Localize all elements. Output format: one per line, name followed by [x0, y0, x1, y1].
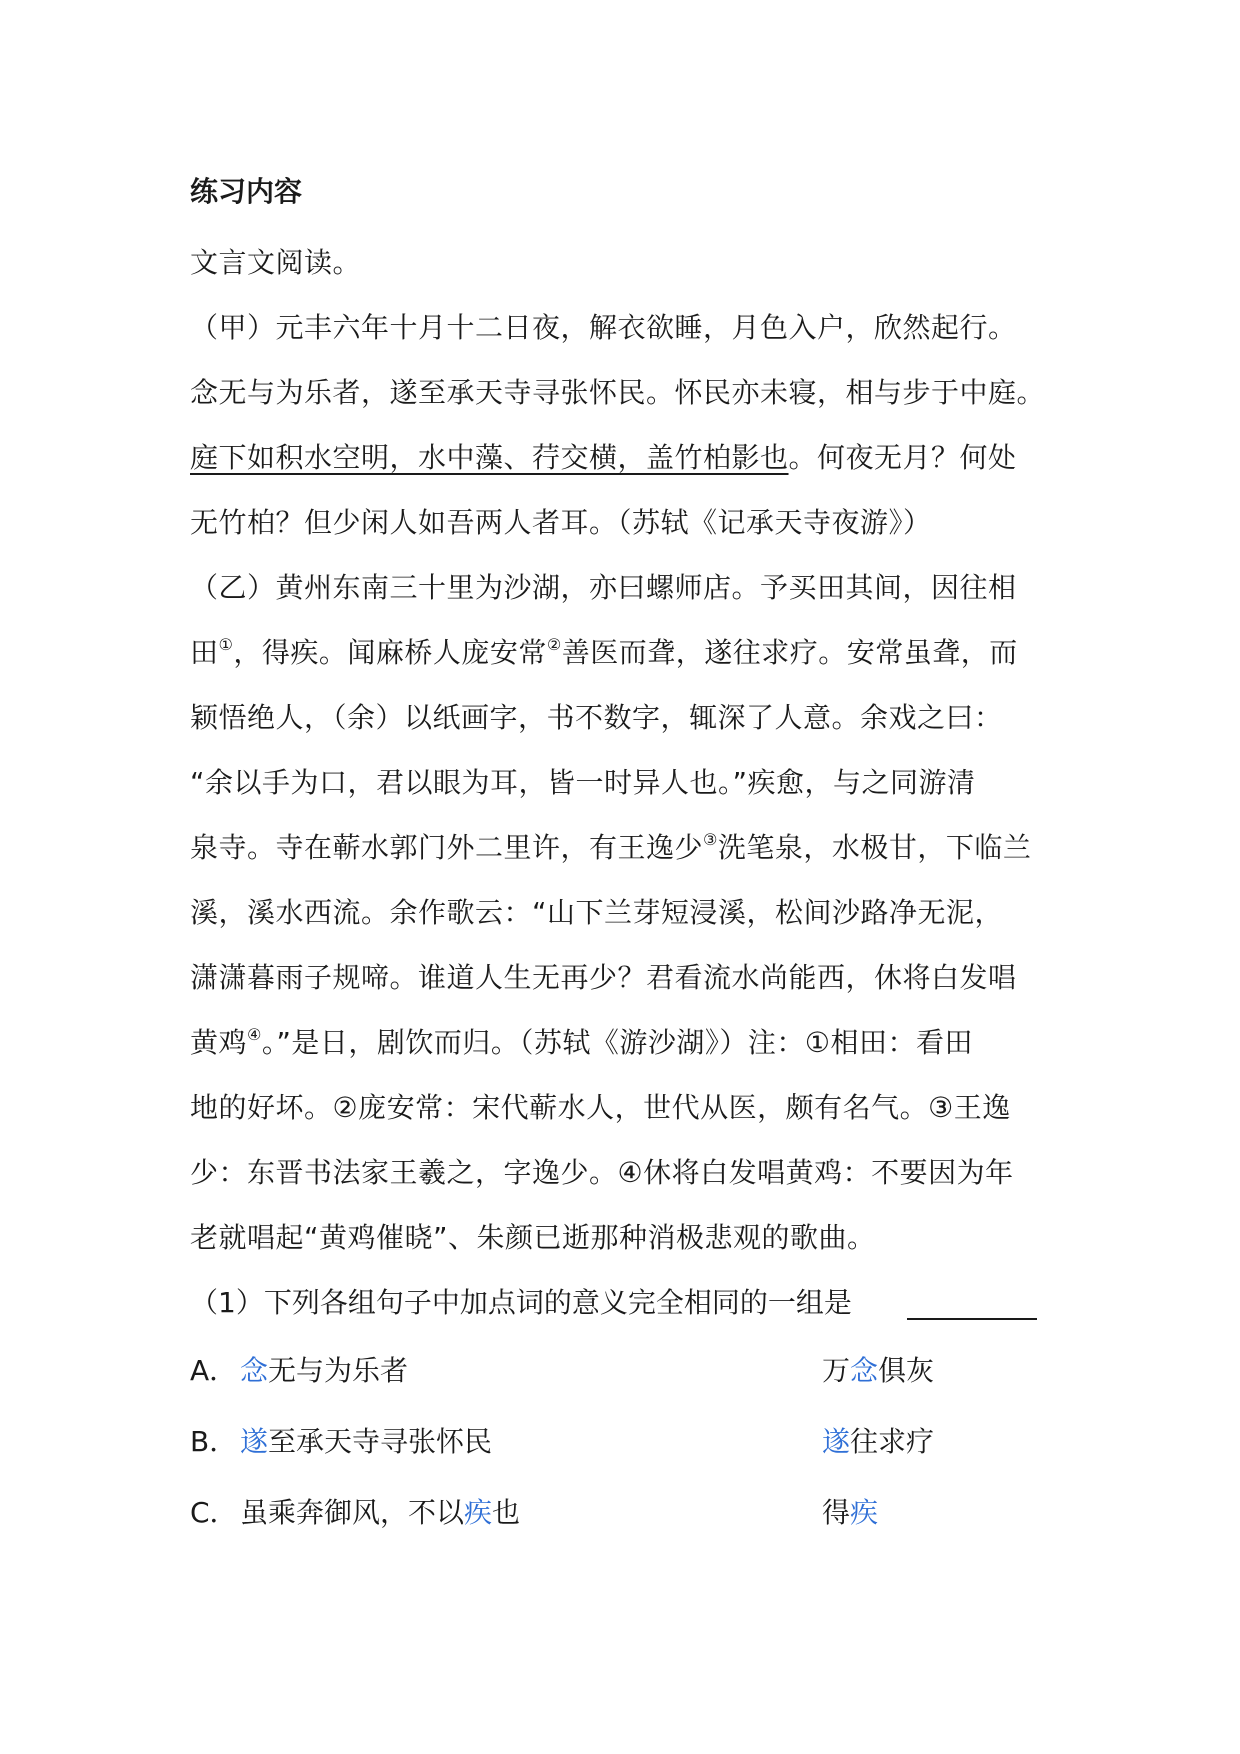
- passage-text: ，得疾。闻麻桥人庞安常: [233, 636, 547, 669]
- passage-line: （乙）黄州东南三十里为沙湖，亦曰螺师店。予买田其间，因往相: [190, 571, 1017, 604]
- document-page: [190, 170, 1070, 1548]
- passage-line: [190, 425, 1070, 490]
- passage-line: 颖悟绝人，（余）以纸画字，书不数字，辄深了人意。余戏之曰：: [190, 701, 1003, 734]
- passage-line: 无竹柏？但少闲人如吾两人者耳。（苏轼《记承天寺夜游》）: [190, 506, 932, 539]
- passage-line: “余以手为口，君以眼为耳，皆一时异人也。”疾愈，与之同游清: [190, 766, 976, 799]
- passage-yi: [190, 555, 1070, 1270]
- option-letter: A．: [190, 1354, 238, 1387]
- option-text: 也: [492, 1496, 521, 1529]
- passage-text: 黄鸡: [190, 1026, 248, 1059]
- option-b[interactable]: [190, 1406, 1070, 1477]
- answer-blank[interactable]: [907, 1318, 1037, 1320]
- question-1: [190, 1270, 1070, 1335]
- option-text: 虽乘奔御风，不以: [240, 1496, 465, 1529]
- passage-text: 善医而聋，遂往求疗。安常虽聋，而: [561, 636, 1018, 669]
- dotted-word: 疾: [850, 1496, 879, 1529]
- dotted-word: 遂: [822, 1425, 851, 1458]
- footnote-marker: ④: [247, 1025, 262, 1044]
- passage-line: （甲）元丰六年十月十二日夜，解衣欲睡，月色入户，欣然起行。: [190, 311, 1017, 344]
- passage-line: 少：东晋书法家王羲之，字逸少。④休将白发唱黄鸡：不要因为年: [190, 1156, 1014, 1189]
- passage-text: 。何夜无月？何处: [788, 441, 1017, 474]
- option-c[interactable]: [190, 1477, 1070, 1548]
- option-text: 往求疗: [850, 1425, 935, 1458]
- options-list: [190, 1335, 1070, 1548]
- passage-jia: [190, 295, 1070, 555]
- option-text: 得: [822, 1496, 851, 1529]
- question-text: （1）下列各组句子中加点词的意义完全相同的一组是: [190, 1286, 852, 1319]
- dotted-word: 疾: [464, 1496, 493, 1529]
- passage-text: 。”是日，剧饮而归。（苏轼《游沙湖》）注：①相田：看田: [261, 1026, 973, 1059]
- passage-line: 地的好坏。②庞安常：宋代蕲水人，世代从医，颇有名气。③王逸: [190, 1091, 1011, 1124]
- option-text: 万: [822, 1354, 851, 1387]
- option-text: 俱灰: [878, 1354, 935, 1387]
- dotted-word: 念: [240, 1354, 269, 1387]
- option-text: 无与为乐者: [268, 1354, 409, 1387]
- footnote-marker: ①: [218, 635, 234, 654]
- passage-line: [190, 620, 1070, 685]
- passage-text: 洗笔泉，水极甘，下临兰: [717, 831, 1032, 864]
- option-letter: B．: [190, 1425, 238, 1458]
- passage-line: [190, 815, 1070, 880]
- section-title: 练习内容: [190, 175, 303, 208]
- option-letter: C．: [190, 1496, 238, 1529]
- instruction-text: 文言文阅读。: [190, 246, 362, 279]
- passage-text: 田: [190, 636, 219, 669]
- passage-line: 溪，溪水西流。余作歌云：“山下兰芽短浸溪，松间沙路净无泥，: [190, 896, 1004, 929]
- footnote-marker: ②: [546, 635, 562, 654]
- underlined-sentence: 庭下如积水空明，水中藻、荇交横，盖竹柏影也: [190, 441, 789, 474]
- passage-line: [190, 1010, 1070, 1075]
- dotted-word: 念: [850, 1354, 879, 1387]
- footnote-marker: ③: [703, 830, 718, 849]
- passage-line: 潇潇暮雨子规啼。谁道人生无再少？君看流水尚能西，休将白发唱: [190, 961, 1017, 994]
- passage-text: 泉寺。寺在蕲水郭门外二里许，有王逸少: [190, 831, 704, 864]
- passage-line: 老就唱起“黄鸡催晓”、朱颜已逝那种消极悲观的歌曲。: [190, 1221, 876, 1254]
- passage-line: 念无与为乐者，遂至承天寺寻张怀民。怀民亦未寝，相与步于中庭。: [190, 376, 1046, 409]
- option-text: 至承天寺寻张怀民: [268, 1425, 493, 1458]
- option-a[interactable]: [190, 1335, 1070, 1406]
- dotted-word: 遂: [240, 1425, 269, 1458]
